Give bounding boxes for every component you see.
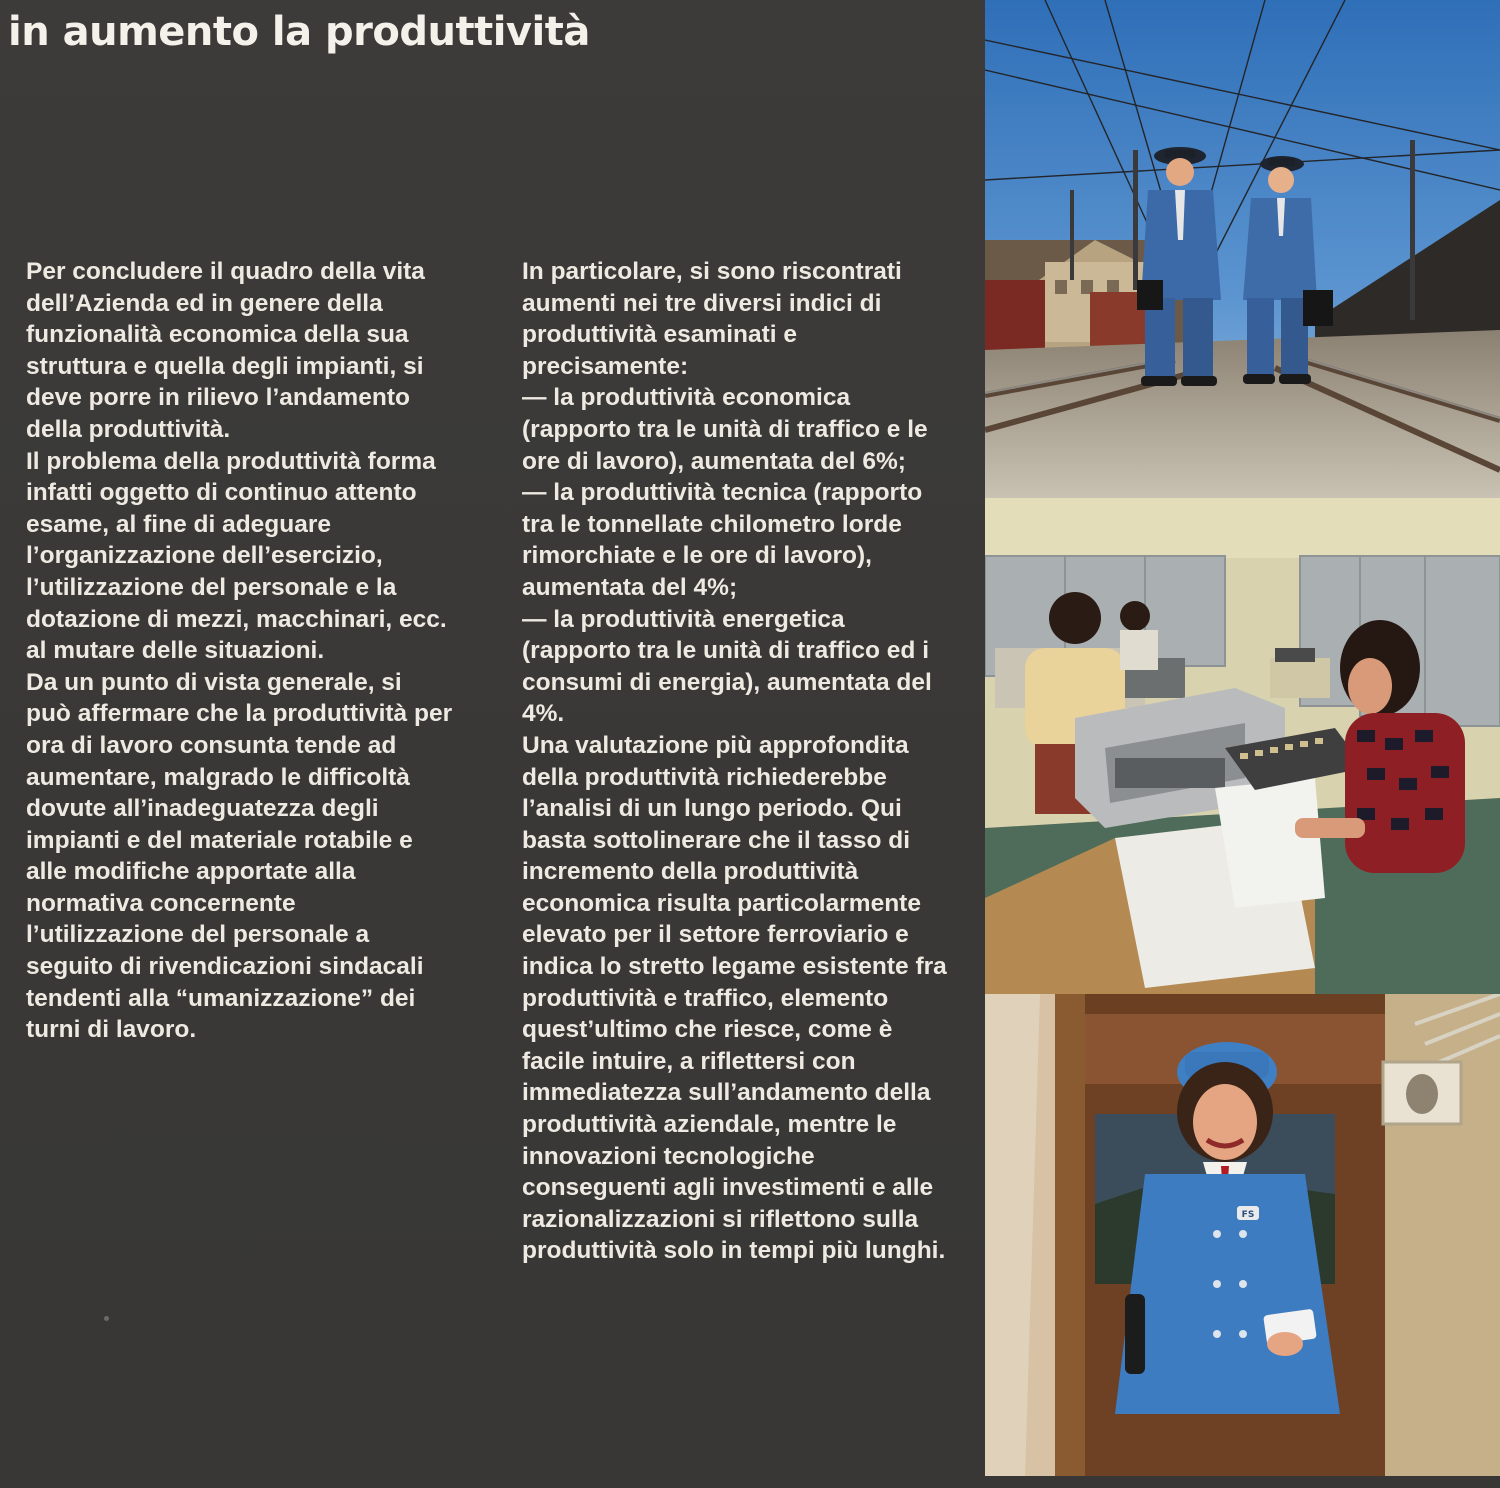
text-line: produttività aziendale, mentre le: [522, 1111, 897, 1139]
text-line: tendenti alla “umanizzazione” dei: [26, 984, 416, 1012]
text-line: ora di lavoro consunta tende ad: [26, 731, 397, 759]
text-line: razionalizzazioni si riflettono sulla: [522, 1205, 919, 1233]
photo-office-workers: [985, 498, 1500, 994]
text-line: precisamente:: [522, 352, 689, 380]
text-line: impianti e del materiale rotabile e: [26, 826, 413, 854]
text-line: dovute all’inadeguatezza degli: [26, 795, 379, 823]
text-line: l’organizzazione dell’esercizio,: [26, 542, 383, 570]
text-line: (rapporto tra le unità di traffico e le: [522, 415, 928, 443]
text-line: l’analisi di un lungo periodo. Qui: [522, 795, 902, 823]
text-line: l’utilizzazione del personale a: [26, 921, 370, 949]
text-line: immediatezza sull’andamento della: [522, 1079, 931, 1107]
text-line: al mutare delle situazioni.: [26, 637, 325, 665]
fs-badge-text: FS: [1241, 1210, 1255, 1220]
text-line: Il problema della produttività forma: [26, 447, 436, 475]
railway-workers-illustration: [985, 0, 1500, 498]
photo-train-hostess: [985, 994, 1500, 1476]
text-line: Da un punto di vista generale, si: [26, 668, 402, 696]
text-line: della produttività.: [26, 415, 231, 443]
text-line: aumentata del 4%;: [522, 573, 738, 601]
text-line: — la produttività energetica: [522, 605, 845, 633]
text-line: incremento della produttività: [522, 858, 859, 886]
text-line: può affermare che la produttività per: [26, 700, 453, 728]
text-line: tra le tonnellate chilometro lorde: [522, 510, 902, 538]
text-line: conseguenti agli investimenti e alle: [522, 1174, 934, 1202]
text-line: aumenti nei tre diversi indici di: [522, 289, 882, 317]
text-line: infatti oggetto di continuo attento: [26, 479, 417, 507]
paragraph-problem: [8, 446, 482, 667]
text-line: seguito di rivendicazioni sindacali: [26, 953, 424, 981]
text-line: produttività e traffico, elemento: [522, 984, 889, 1012]
text-line: Per concludere il quadro della vita: [26, 258, 425, 285]
office-workers-illustration: [985, 498, 1500, 994]
text-line: alle modifiche apportate alla: [26, 858, 356, 886]
page-headline: in aumento la produttività: [8, 9, 590, 55]
text-line: l’utilizzazione del personale e la: [26, 573, 397, 601]
text-line: esame, al fine di adeguare: [26, 510, 332, 538]
text-line: elevato per il settore ferroviario e: [522, 921, 909, 949]
text-line: deve porre in rilievo l’andamento: [26, 384, 410, 412]
text-line: indica lo stretto legame esistente fra: [522, 953, 947, 981]
photo-railway-workers: [985, 0, 1500, 498]
text-line: dotazione di mezzi, macchinari, ecc.: [26, 605, 447, 633]
text-line: turni di lavoro.: [26, 1016, 197, 1044]
text-line: normativa concernente: [26, 889, 296, 917]
paragraph-evaluation: [504, 730, 974, 1267]
paragraph-conclusion: [8, 256, 482, 446]
train-hostess-illustration: [985, 994, 1500, 1476]
text-line: produttività solo in tempi più lunghi.: [522, 1237, 946, 1265]
page-mark: [104, 1316, 109, 1321]
text-line: dell’Azienda ed in genere della: [26, 289, 383, 317]
text-line: — la produttività economica: [522, 384, 851, 412]
text-line: 4%.: [522, 700, 565, 728]
paragraph-general-view: [8, 667, 482, 1046]
text-line: (rapporto tra le unità di traffico ed i: [522, 637, 930, 665]
text-line: quest’ultimo che riesce, come è: [522, 1016, 893, 1044]
text-line: produttività esaminati e: [522, 321, 798, 349]
text-line: In particolare, si sono riscontrati: [522, 258, 902, 285]
text-line: Una valutazione più approfondita: [522, 731, 909, 759]
paragraph-indices: [504, 256, 974, 730]
text-line: innovazioni tecnologiche: [522, 1142, 815, 1170]
text-line: rimorchiate e le ore di lavoro),: [522, 542, 872, 570]
text-line: funzionalità economica della sua: [26, 321, 409, 349]
left-text-column: [8, 256, 482, 1046]
text-line: basta sottolinerare che il tasso di: [522, 826, 911, 854]
text-line: della produttività richiederebbe: [522, 763, 887, 791]
text-line: ore di lavoro), aumentata del 6%;: [522, 447, 906, 475]
text-line: struttura e quella degli impianti, si: [26, 352, 424, 380]
text-line: consumi di energia), aumentata del: [522, 668, 932, 696]
text-line: — la produttività tecnica (rapporto: [522, 479, 923, 507]
middle-text-column: [504, 256, 974, 1267]
text-line: aumentare, malgrado le difficoltà: [26, 763, 410, 791]
text-line: facile intuire, a riflettersi con: [522, 1047, 856, 1075]
text-line: economica risulta particolarmente: [522, 889, 921, 917]
